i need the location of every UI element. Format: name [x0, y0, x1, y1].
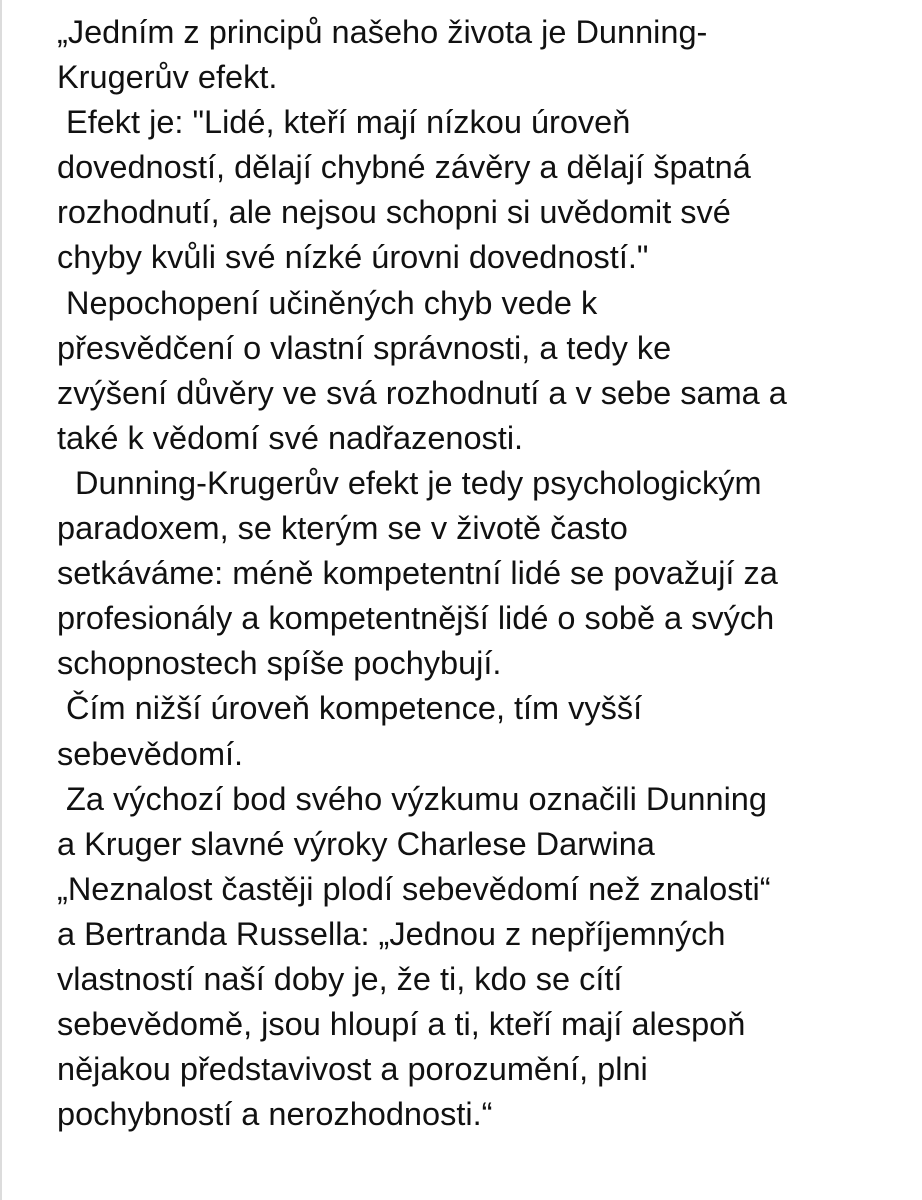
text-line: schopnostech spíše pochybují. — [57, 645, 502, 682]
text-line: přesvědčení o vlastní správnosti, a tedy ke — [57, 329, 672, 366]
text-line: Efekt je: "Lidé, kteří mají nízkou úroveň — [57, 104, 631, 141]
text-line: „Neznalost častěji plodí sebevědomí než znalosti“ — [57, 870, 771, 907]
text-line: profesionály a kompetentnější lidé o sobě a svých — [57, 600, 775, 637]
text-line: chyby kvůli své nízké úrovni dovedností." — [57, 239, 649, 276]
text-line: sebevědomí. — [57, 735, 244, 772]
text-line: a Bertranda Russella: „Jednou z nepříjemných — [57, 915, 726, 952]
text-line: rozhodnutí, ale nejsou schopni si uvědomit své — [57, 194, 731, 231]
text-line: nějakou představivost a porozumění, plni — [57, 1051, 648, 1088]
text-line: vlastností naší doby je, že ti, kdo se cítí — [57, 960, 623, 997]
text-line: Čím nižší úroveň kompetence, tím vyšší — [57, 690, 643, 727]
text-line: pochybností a nerozhodnosti.“ — [57, 1096, 493, 1133]
text-line: paradoxem, se kterým se v životě často — [57, 510, 628, 547]
text-line: setkáváme: méně kompetentní lidé se považují za — [57, 555, 778, 592]
left-edge-divider — [0, 0, 2, 1200]
text-line: Krugerův efekt. — [57, 59, 278, 96]
text-line: Za výchozí bod svého výzkumu označili Dunning — [57, 780, 767, 817]
text-line: dovedností, dělají chybné závěry a dělají špatná — [57, 149, 751, 186]
text-line: Nepochopení učiněných chyb vede k — [57, 284, 598, 321]
text-line: zvýšení důvěry ve svá rozhodnutí a v sebe sama a — [57, 374, 787, 411]
text-line: Dunning-Krugerův efekt je tedy psychologickým — [57, 464, 762, 501]
text-line: a Kruger slavné výroky Charlese Darwina — [57, 825, 655, 862]
quote-text-block — [57, 10, 907, 1137]
text-line: také k vědomí své nadřazenosti. — [57, 419, 524, 456]
text-line: „Jedním z principů našeho života je Dunning- — [57, 14, 708, 50]
text-line: sebevědomě, jsou hloupí a ti, kteří mají alespoň — [57, 1006, 746, 1043]
